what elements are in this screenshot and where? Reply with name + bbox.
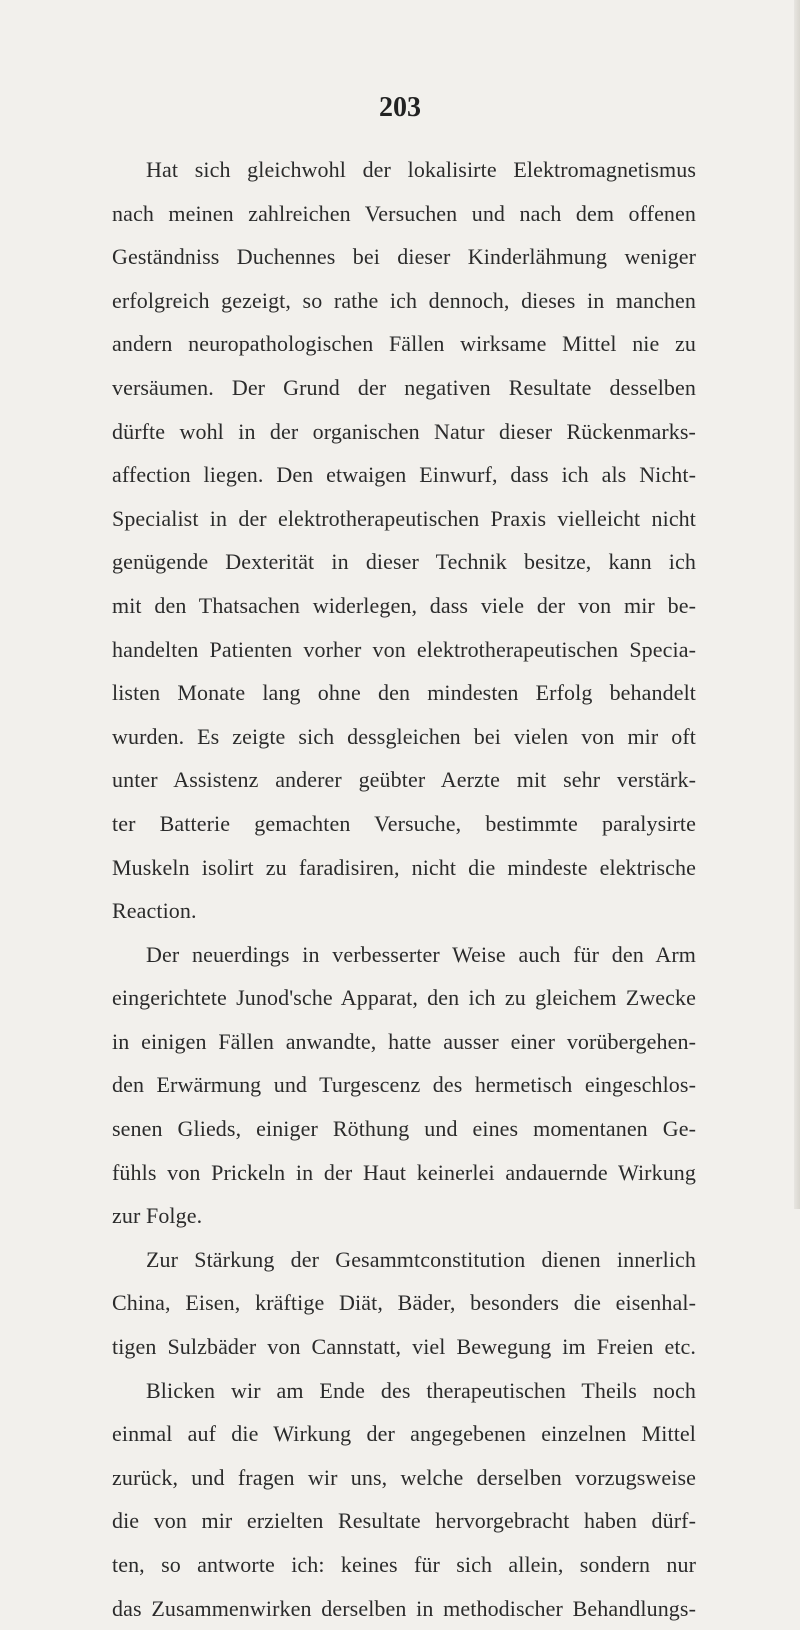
text-line: genügende Dexterität in dieser Technik besitze, kann ich (112, 549, 696, 575)
text-line: Muskeln isolirt zu faradisiren, nicht die mindeste elektrische (112, 854, 696, 880)
text-line: die von mir erzielten Resultate hervorgebracht haben dürf- (112, 1508, 696, 1534)
text-line: ter Batterie gemachten Versuche, bestimmte paralysirte (112, 810, 696, 836)
text-line: Geständniss Duchennes bei dieser Kinderlähmung weniger (112, 244, 696, 270)
text-line: versäumen. Der Grund der negativen Resultate desselben (112, 374, 696, 400)
text-line: erfolgreich gezeigt, so rathe ich dennoch, dieses in manchen (112, 287, 696, 313)
text-line: fühls von Prickeln in der Haut keinerlei andauernde Wirkung (112, 1159, 696, 1185)
text-line: tigen Sulzbäder von Cannstatt, viel Bewegung im Freien etc. (112, 1334, 696, 1360)
text-line: senen Glieds, einiger Röthung und eines momentanen Ge- (112, 1116, 696, 1142)
text-line: das Zusammenwirken derselben in methodischer Behandlungs- (112, 1595, 696, 1621)
text-line: einmal auf die Wirkung der angegebenen einzelnen Mittel (112, 1421, 696, 1447)
text-line: Specialist in der elektrotherapeutischen Praxis vielleicht nicht (112, 505, 696, 531)
text-line: Hat sich gleichwohl der lokalisirte Elektromagnetismus (146, 157, 696, 182)
text-line: zurück, und fragen wir uns, welche derselben vorzugsweise (112, 1464, 696, 1490)
text-line: nach meinen zahlreichen Versuchen und nach dem offenen (112, 200, 696, 226)
body-text (112, 148, 696, 1630)
text-line: wurden. Es zeigte sich dessgleichen bei vielen von mir oft (112, 723, 696, 749)
text-line: in einigen Fällen anwandte, hatte ausser einer vorübergehen- (112, 1028, 696, 1054)
text-line: listen Monate lang ohne den mindesten Erfolg behandelt (112, 680, 696, 706)
text-line: zur Folge. (112, 1203, 203, 1229)
text-line: Der neuerdings in verbesserter Weise auch für den Arm (146, 941, 696, 967)
text-line: den Erwärmung und Turgescenz des hermetisch eingeschlos- (112, 1072, 696, 1098)
text-line: unter Assistenz anderer geübter Aerzte mit sehr verstärk- (112, 767, 696, 793)
text-line: handelten Patienten vorher von elektrotherapeutischen Specia- (112, 636, 696, 662)
text-line: eingerichtete Junod'sche Apparat, den ich zu gleichem Zwecke (112, 985, 696, 1011)
text-line: Reaction. (112, 898, 197, 924)
text-line: China, Eisen, kräftige Diät, Bäder, besonders die eisenhal- (112, 1290, 696, 1316)
text-line: mit den Thatsachen widerlegen, dass viele der von mir be- (112, 592, 696, 618)
text-line: ten, so antworte ich: keines für sich allein, sondern nur (112, 1552, 696, 1577)
text-line: Zur Stärkung der Gesammtconstitution dienen innerlich (146, 1246, 696, 1272)
text-line: andern neuropathologischen Fällen wirksame Mittel nie zu (112, 331, 696, 357)
page-edge (794, 0, 800, 1209)
text-line: dürfte wohl in der organischen Natur dieser Rückenmarks- (112, 418, 696, 444)
text-line: affection liegen. Den etwaigen Einwurf, dass ich als Nicht- (112, 462, 696, 488)
page-number: 203 (379, 92, 421, 123)
text-line: Blicken wir am Ende des therapeutischen Theils noch (146, 1377, 696, 1403)
